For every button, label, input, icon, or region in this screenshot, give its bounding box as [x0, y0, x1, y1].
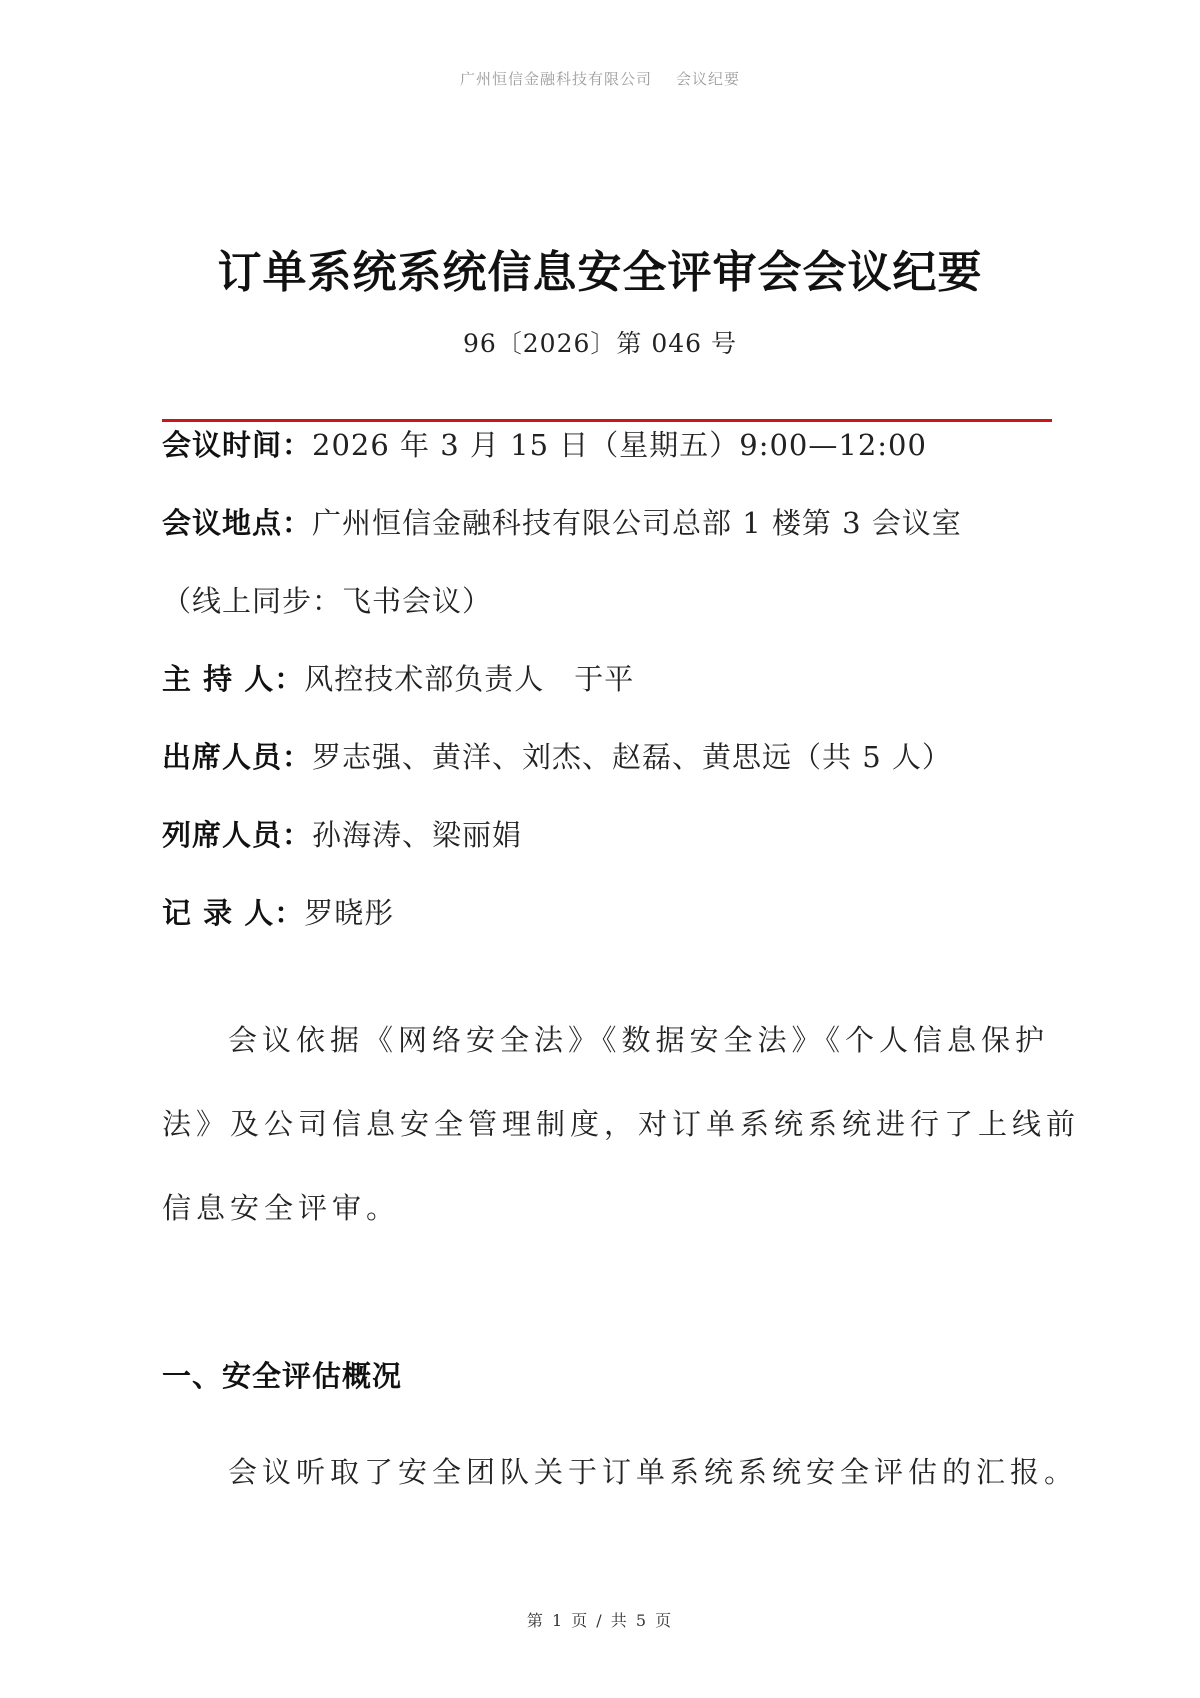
page-header [0, 68, 1200, 89]
recorder-value: 罗晓彤 [304, 896, 395, 930]
page-footer: 第 1 页 / 共 5 页 [526, 1611, 674, 1630]
host-label: 主 持 人： [162, 662, 305, 696]
host-row [162, 659, 1052, 699]
red-divider-line [162, 419, 1052, 422]
meeting-time-row [162, 425, 1052, 465]
header-doc-type: 会议纪要 [676, 70, 741, 88]
recorder-row [162, 893, 1052, 933]
meeting-place-label: 会议地点： [162, 506, 313, 540]
intro-line-1: 会议依据《网络安全法》《数据安全法》《个人信息保护 [228, 1023, 1050, 1057]
intro-line-3: 信息安全评审。 [162, 1191, 401, 1225]
meeting-place-row-continued [162, 581, 1052, 621]
document-number: 96〔2026〕第 046 号 [462, 329, 738, 358]
section-1-line-1: 会议听取了安全团队关于订单系统系统安全评估的汇报。 [228, 1455, 1079, 1489]
observers-row [162, 815, 1052, 855]
meeting-place-row [162, 503, 1052, 543]
attendees-row [162, 737, 1052, 777]
meeting-time-label: 会议时间： [162, 428, 313, 462]
header-company: 广州恒信金融科技有限公司 [459, 70, 652, 88]
attendees-value: 罗志强、黄洋、刘杰、赵磊、黄思远（共 5 人） [312, 740, 952, 774]
attendees-label: 出席人员： [162, 740, 313, 774]
observers-value: 孙海涛、梁丽娟 [312, 818, 523, 852]
document-title: 订单系统系统信息安全评审会会议纪要 [217, 247, 983, 298]
observers-label: 列席人员： [162, 818, 313, 852]
section-heading-1: 一、安全评估概况 [162, 1359, 403, 1393]
host-value: 风控技术部负责人 于平 [304, 662, 635, 696]
meeting-time-value: 2026 年 3 月 15 日（星期五）9:00—12:00 [312, 428, 927, 462]
intro-line-2: 法》及公司信息安全管理制度，对订单系统系统进行了上线前 [162, 1107, 1081, 1141]
recorder-label: 记 录 人： [162, 896, 305, 930]
meeting-place-value: 广州恒信金融科技有限公司总部 1 楼第 3 会议室 [312, 506, 962, 540]
meeting-place-online: （线上同步：飞书会议） [162, 584, 493, 618]
intro-paragraph [162, 998, 1081, 1250]
section-1-paragraph [162, 1430, 1079, 1514]
